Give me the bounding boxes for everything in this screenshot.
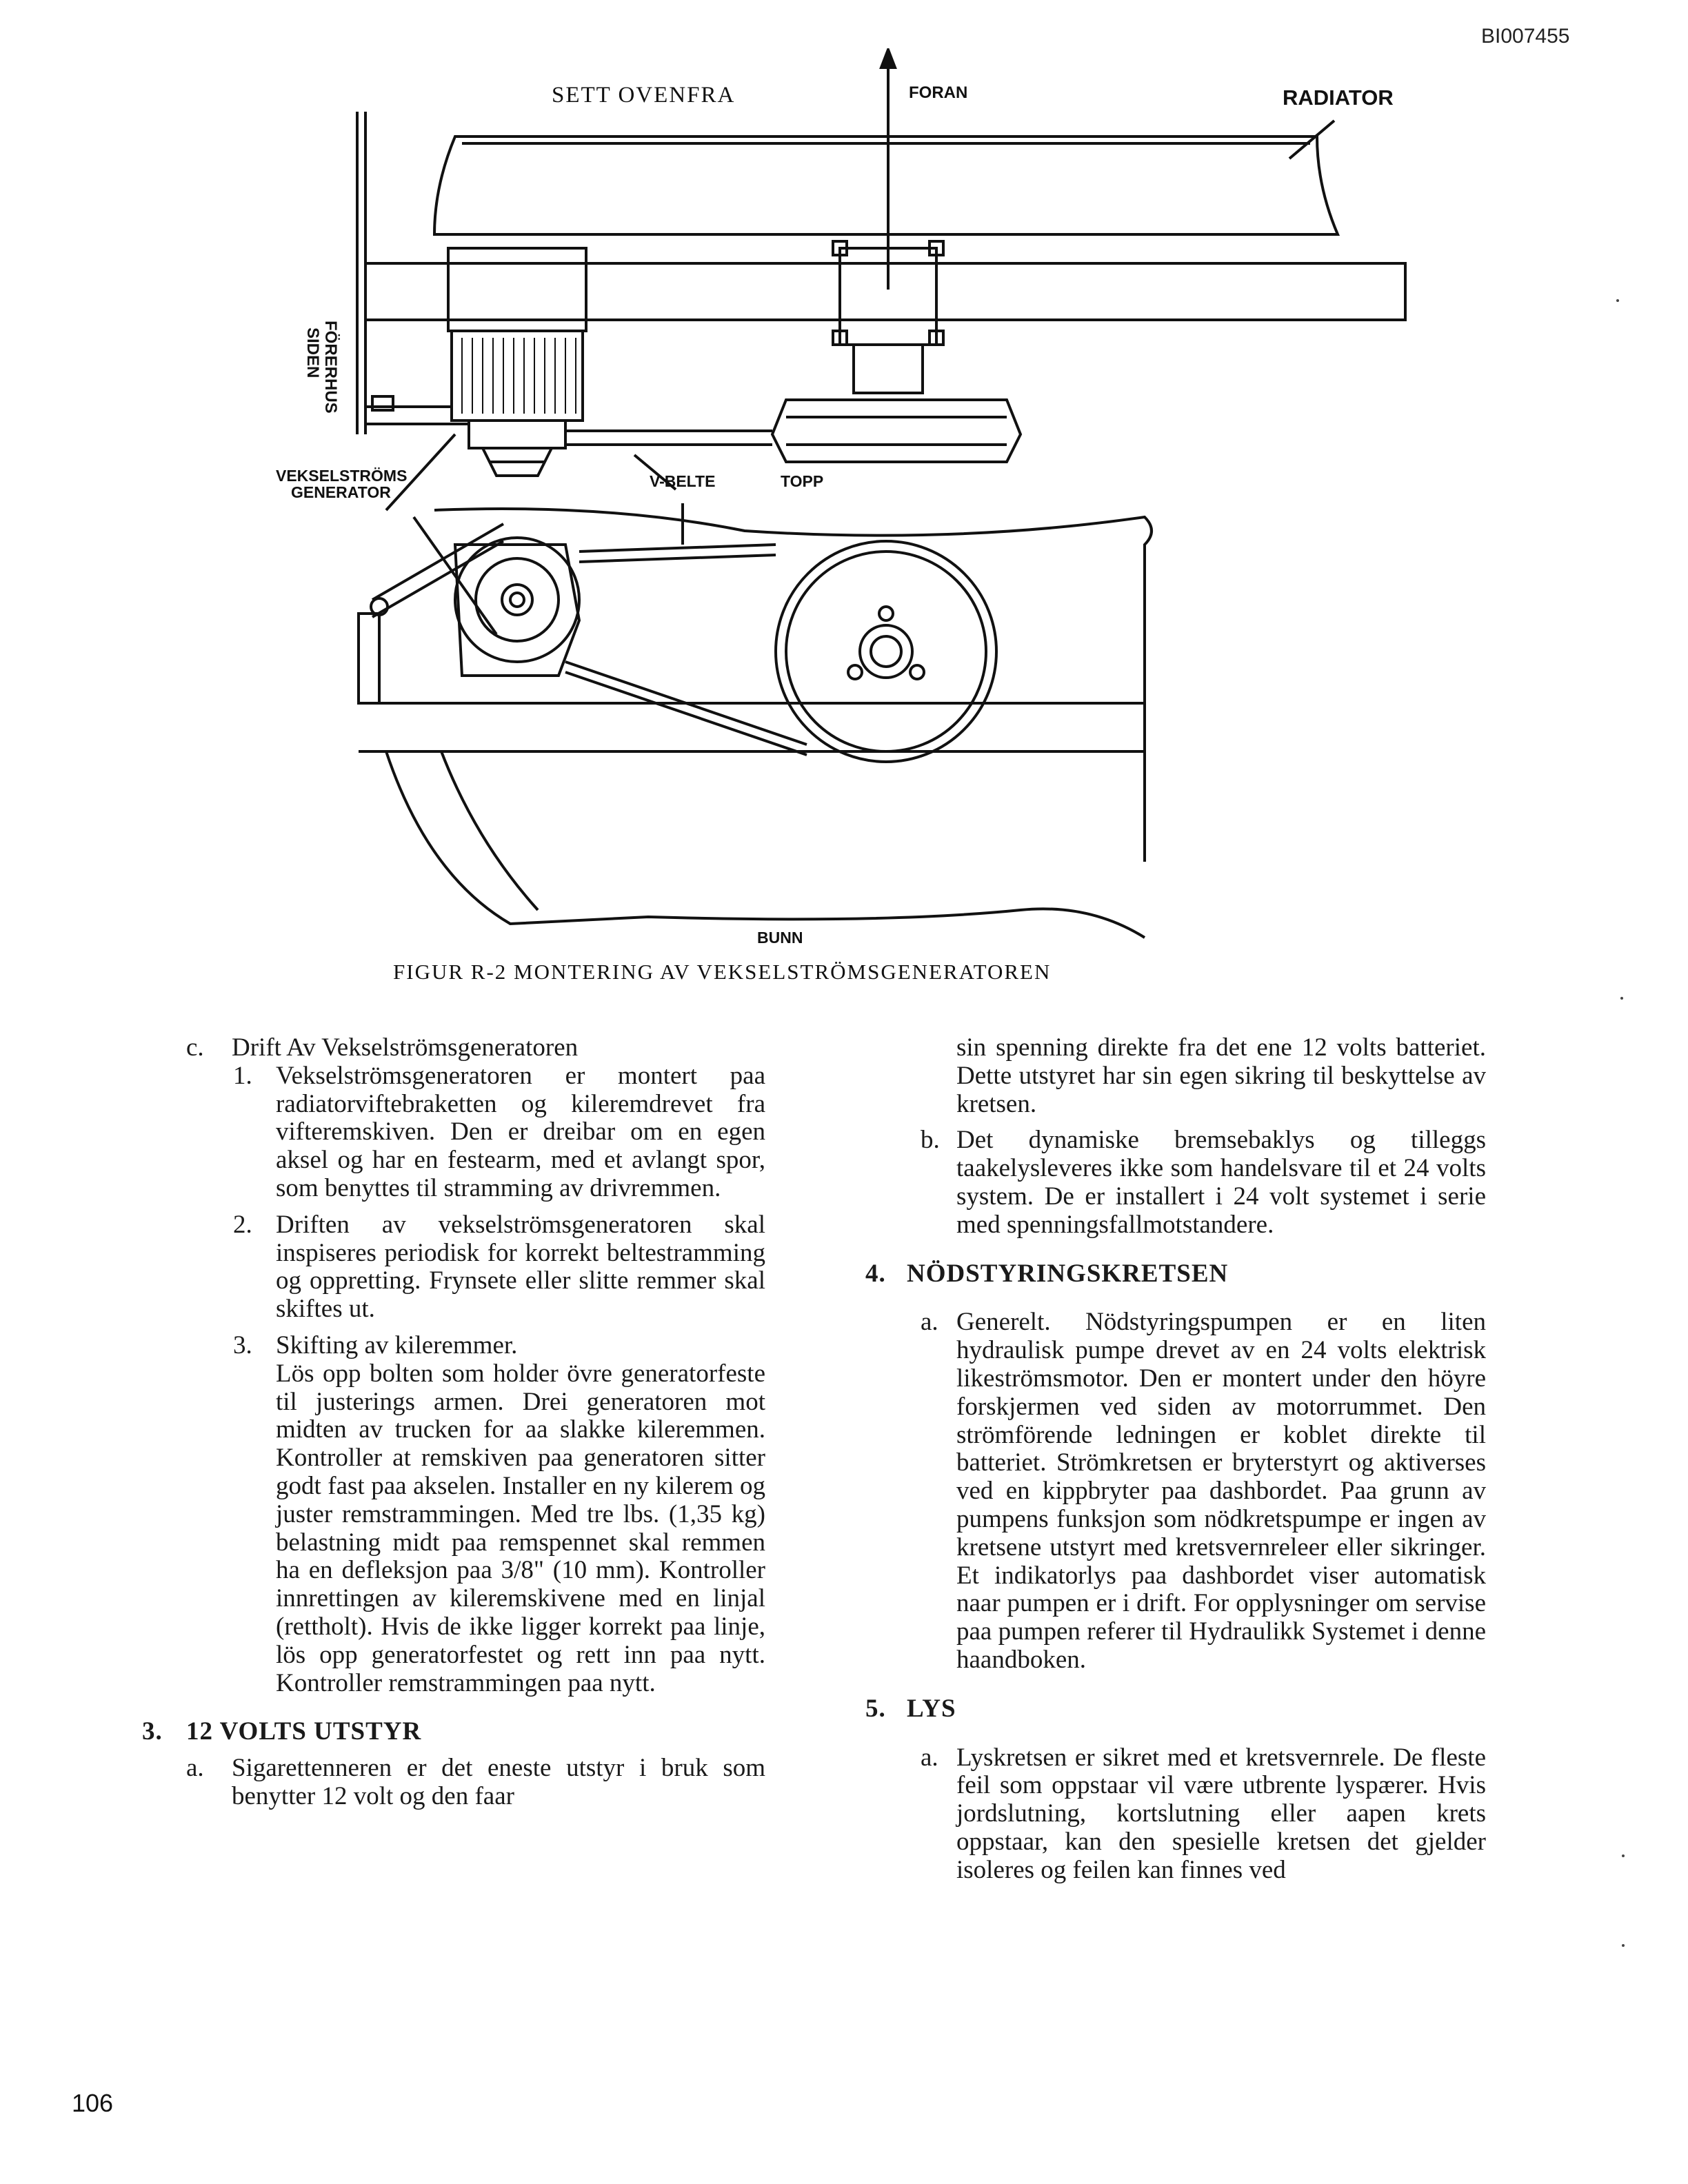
side-view-bottom-outline xyxy=(386,751,1145,938)
figure-caption: FIGUR R-2 MONTERING AV VEKSELSTRÖMSGENERATOREN xyxy=(393,960,1052,984)
scan-speck xyxy=(1620,997,1623,1000)
section-5-title: LYS xyxy=(907,1694,956,1723)
page-number: 106 xyxy=(72,2089,114,2117)
section-b: b. Det dynamiske bremsebaklys og tilleggs taakelysleveres ikke som handelsvare til et 24 volts system. De er installert i 24 volt systemet i serie med spenningsfallmotstandere. xyxy=(921,1126,1486,1239)
section-4-heading: 4. NÖDSTYRINGSKRETSEN xyxy=(865,1260,1486,1288)
section-c-heading xyxy=(186,1034,765,1062)
label-front: FORAN xyxy=(909,83,968,102)
document-id: BI007455 xyxy=(1481,25,1570,48)
radiator-shape xyxy=(434,136,1338,234)
fan-pulley-side xyxy=(776,541,996,762)
alternator-mounting-figure xyxy=(262,48,1448,965)
right-column xyxy=(865,1034,1486,1885)
section-c-title: Drift Av Vekselströmsgeneratoren xyxy=(232,1033,579,1062)
label-top-view: SETT OVENFRA xyxy=(552,83,736,108)
section-3-heading: 3. 12 VOLTS UTSTYR xyxy=(142,1718,765,1746)
adjusting-arm xyxy=(372,524,503,600)
label-alternator-2: GENERATOR xyxy=(291,483,391,501)
section-3-title: 12 VOLTS UTSTYR xyxy=(186,1717,422,1746)
paragraph-2: 2. Driften av vekselströmsgeneratoren skal inspiseres periodisk for korrekt beltestramming og oppretting. Frynsete eller slitte remmer skal skiftes ut. xyxy=(233,1210,765,1324)
paragraph-3-body: Lös opp bolten som holder övre generatorfeste til justerings armen. Drei generatoren mot midten av trucken for aa slakke kileremmen. Kontroller at remskiven paa generatoren sitter godt fast paa akselen. Installer en ny kilerem og juster remstrammingen. Med tre lbs. (1,35 kg) belastning midt paa remspennet skal remmen ha en defleksjon paa 3/8" (10 mm). Kontroller innrettingen av kileremskivene med en linjal (rettholt). Hvis de ikke ligger korrekt paa linje, lös opp generatorfestet og rett inn paa nytt. Kontroller remstrammingen paa nytt. xyxy=(276,1359,765,1697)
section-3a: a. Sigarettenneren er det eneste utstyr i bruk som benytter 12 volt og den faar xyxy=(186,1754,765,1810)
scan-speck xyxy=(1616,299,1619,302)
alternator-fins xyxy=(452,331,583,421)
section-5a: a. Lyskretsen er sikret med et kretsvernrele. De fleste feil som oppstaar vil være utbrente lyspærer. Hvis jordslutning, kortslutning eller aapen krets oppstaar, kan den spesielle kretsen det gjelder isoleres og feilen kan finnes ved xyxy=(921,1743,1486,1884)
section-4-title: NÖDSTYRINGSKRETSEN xyxy=(907,1259,1229,1288)
label-v-belt: V-BELTE xyxy=(650,472,716,490)
scan-speck xyxy=(1622,1944,1625,1947)
paragraph-1: 1. Vekselströmsgeneratoren er montert paa radiatorviftebraketten og kileremdrevet fra vifteremskiven. Den er dreibar om en egen aksel og har en festearm, med et avlangt spor, som benyttes til stramming av drivremmen. xyxy=(233,1061,765,1202)
section-5-heading: 5. LYS xyxy=(865,1695,1486,1723)
fan-bracket-beam xyxy=(365,263,1405,320)
label-radiator: RADIATOR xyxy=(1283,85,1394,110)
label-cab-side-1: FÖRERHUS xyxy=(321,321,340,414)
label-cab-side-2: SIDEN xyxy=(303,327,322,378)
label-top: TOPP xyxy=(781,472,824,490)
section-4a: a. Generelt. Nödstyringspumpen er en liten hydraulisk pumpe drevet av en 24 volts elektrisk likeströmsmotor. Den er montert under den höyre forskjermen ved siden av motorrummet. Den strömförende ledningen er koblet direkte til batteriet. Strömkretsen er bryterstyrt og aktiverses ved en kippbryter paa dashbordet. Paa grunn av pumpens funksjon som nödkretspumpe er ingen av kretsene utstyrt med kretsvernreleer eller sikringer. Et indikatorlys paa dashbordet viser automatisk naar pumpen er i drift. For opplysninger om servise paa pumpen referer til Hydraulikk Systemet i denne haandboken. xyxy=(921,1308,1486,1674)
radiator-leader xyxy=(1289,121,1334,159)
section-c-number: c. xyxy=(186,1033,204,1062)
label-bottom: BUNN xyxy=(757,929,803,947)
continued-paragraph: sin spenning direkte fra det ene 12 volts batteriet. Dette utstyret har sin egen sikring til beskyttelse av kretsen. xyxy=(956,1033,1486,1118)
paragraph-3-title: Skifting av kileremmer. xyxy=(276,1331,518,1359)
paragraph-3: 3. Skifting av kileremmer. Lös opp bolten som holder övre generatorfeste til justerings armen. Drei generatoren mot midten av trucken for aa slakke kileremmen. Kontroller at remskiven paa generatoren sitter godt fast paa akselen. Installer en ny kilerem og juster remstrammingen. Med tre lbs. (1,35 kg) belastning midt paa remspennet skal remmen ha en defleksjon paa 3/8" (10 mm). Kontroller innrettingen av kileremskivene med en linjal (rettholt). Hvis de ikke ligger korrekt paa linje, lös opp generatorfestet og rett inn paa nytt. Kontroller remstrammingen paa nytt. xyxy=(233,1331,765,1697)
fan-pulley-top xyxy=(772,400,1021,462)
scan-speck xyxy=(1622,1854,1625,1857)
label-alternator-1: VEKSELSTRÖMS xyxy=(276,467,408,485)
v-belt-side-top xyxy=(579,545,776,552)
front-arrow-head xyxy=(881,50,895,68)
left-column xyxy=(142,1033,765,1811)
